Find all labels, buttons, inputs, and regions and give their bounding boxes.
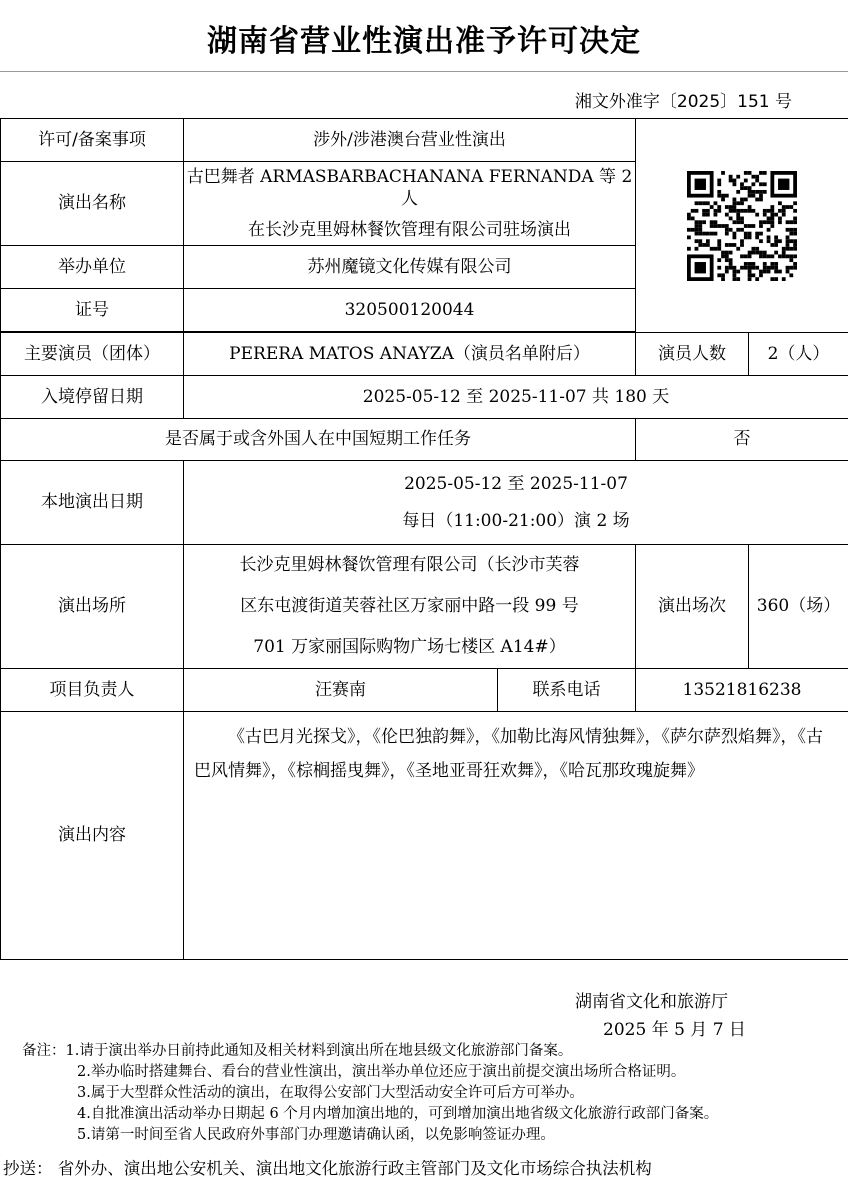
phone-value: 13521816238 [636,669,848,712]
phone-label: 联系电话 [498,669,636,712]
name-label: 演出名称 [1,162,184,246]
cert-value: 320500120044 [184,289,636,332]
venue-line3: 701 万家丽国际购物广场七楼区 A14#） [253,636,566,657]
name-value-line2: 在长沙克里姆林餐饮管理有限公司驻场演出 [248,219,571,240]
item-label: 许可/备案事项 [1,119,184,162]
issuing-org: 湖南省文化和旅游厅 [575,992,728,1012]
note-item: 4.自批准演出活动举办日期起 6 个月内增加演出地的，可到增加演出地省级文化旅游行政部门备案。 [77,1106,719,1122]
note-item: 5.请第一时间至省人民政府外事部门办理邀请确认函，以免影响签证办理。 [77,1127,555,1143]
organizer-value: 苏州魔镜文化传媒有限公司 [184,246,636,289]
cc-line: 抄送： 省外办、演出地公安机关、演出地文化旅游行政主管部门及文化市场综合执法机构 [3,1159,652,1178]
venue-value [184,545,636,669]
note-item: 3.属于大型群众性活动的演出，在取得公安部门大型活动安全许可后方可举办。 [77,1085,584,1101]
date-value-line2: 每日（11:00-21:00）演 2 场 [402,510,630,531]
content-value [184,712,848,960]
notes-prefix: 备注： [22,1043,66,1059]
manager-value: 汪赛南 [184,669,498,712]
performer-value: PERERA MATOS ANAYZA（演员名单附后） [184,333,636,376]
stay-value: 2025-05-12 至 2025-11-07 共 180 天 [184,376,848,419]
cert-label: 证号 [1,289,184,332]
stay-label: 入境停留日期 [1,376,184,419]
issue-date: 2025 年 5 月 7 日 [603,1020,746,1040]
note-item: 2.举办临时搭建舞台、看台的营业性演出，演出举办单位还应于演出前提交演出场所合格证明。 [77,1064,686,1080]
shortterm-value: 否 [636,419,848,461]
qr-code-icon[interactable] [687,171,797,281]
performer-label: 主要演员（团体） [1,333,184,376]
page-title: 湖南省营业性演出准予许可决定 [207,24,641,59]
date-value [184,461,848,545]
count-label: 演员人数 [636,333,749,376]
divider [0,71,848,72]
count-value: 2（人） [749,333,848,376]
venue-label: 演出场所 [1,545,184,669]
date-value-line1: 2025-05-12 至 2025-11-07 [404,474,628,495]
content-text: 《古巴月光探戈》，《伦巴独韵舞》，《加勒比海风情独舞》，《萨尔萨烈焰舞》，《古巴风情舞》，《棕榈摇曳舞》，《圣地亚哥狂欢舞》，《哈瓦那玫瑰旋舞》 [194,727,823,781]
date-label: 本地演出日期 [1,461,184,545]
doc-number: 湘文外准字〔2025〕151 号 [574,92,792,112]
note-item: 1.请于演出举办日前持此通知及相关材料到演出所在地县级文化旅游部门备案。 [65,1043,573,1059]
name-value-line1: 古巴舞者 ARMASBARBACHANANA FERNANDA 等 2 人 [186,167,633,210]
qr-cell [636,119,848,333]
item-value: 涉外/涉港澳台营业性演出 [184,119,636,162]
sessions-value: 360（场） [749,545,848,669]
organizer-label: 举办单位 [1,246,184,289]
shortterm-label: 是否属于或含外国人在中国短期工作任务 [1,419,636,461]
content-label: 演出内容 [1,712,184,960]
name-value [184,162,636,246]
permit-table [0,118,848,960]
venue-line2: 区东屯渡街道芙蓉社区万家丽中路一段 99 号 [240,596,579,617]
sessions-label: 演出场次 [636,545,749,669]
venue-line1: 长沙克里姆林餐饮管理有限公司（长沙市芙蓉 [239,555,580,576]
notes [22,1041,718,1146]
manager-label: 项目负责人 [1,669,184,712]
